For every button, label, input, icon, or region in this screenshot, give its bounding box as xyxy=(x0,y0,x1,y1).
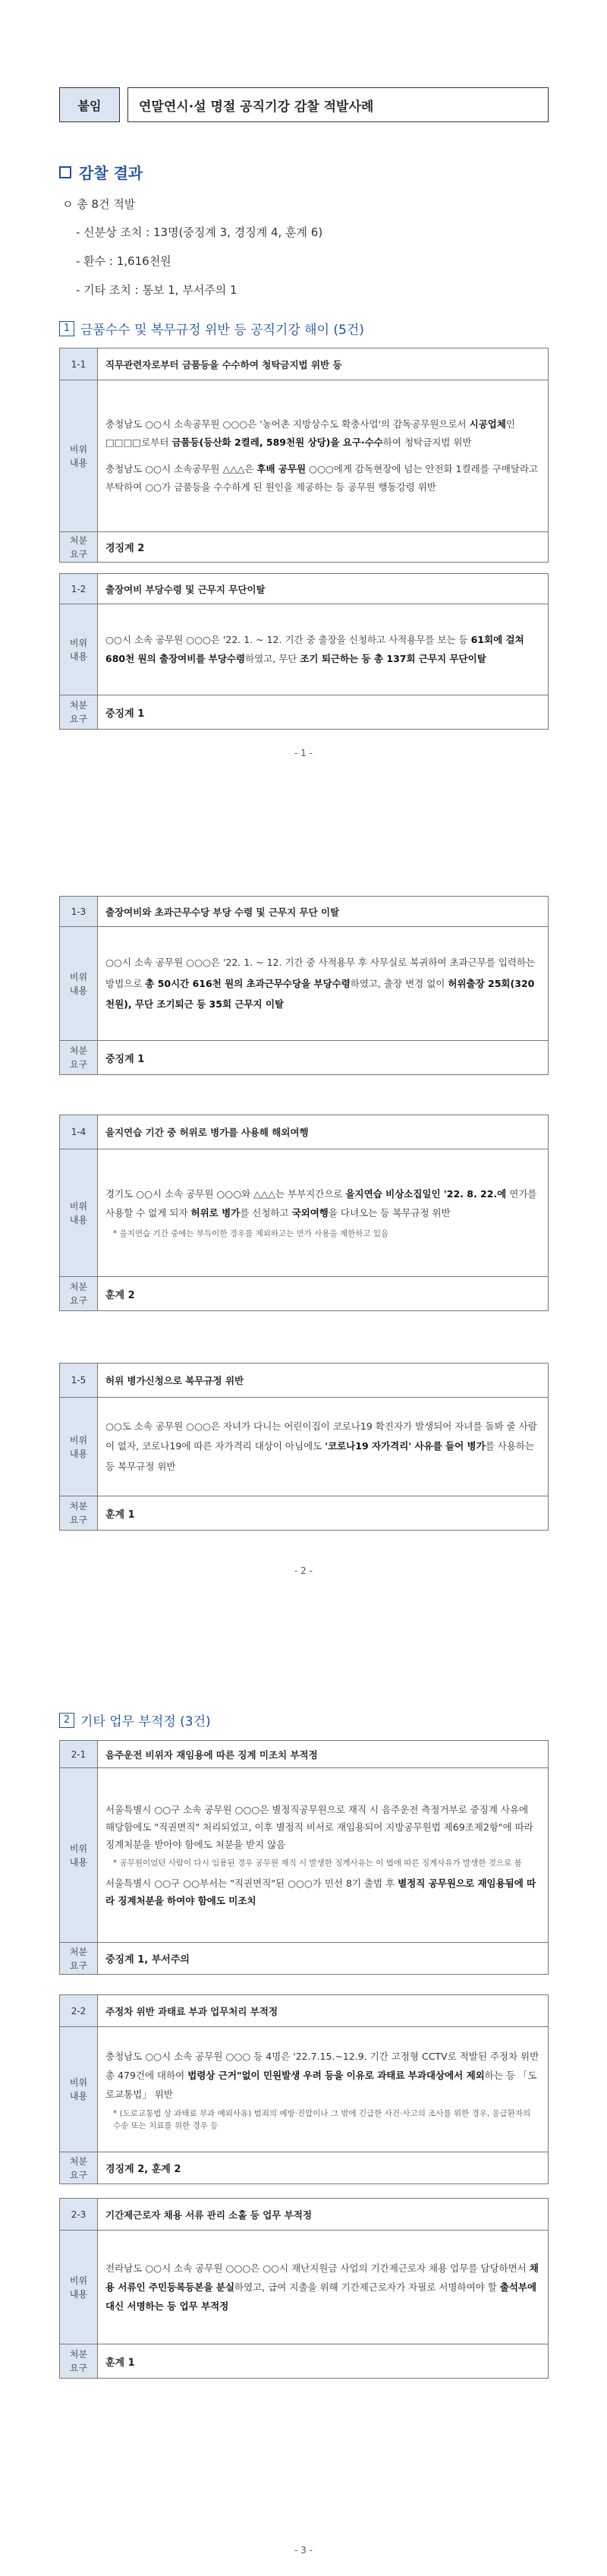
results-total: ㅇ 총 8건 적발 xyxy=(62,197,136,211)
disposition-label: 처분 요구 xyxy=(60,1041,98,1075)
case-table-2-2 xyxy=(59,1994,549,2184)
case-note: * 공무원이었던 사람이 다시 임용된 경우 공무원 재직 시 발생한 징계사유는 이 법에 따른 징계사유가 발생한 것으로 봄 xyxy=(113,1859,522,1868)
case-content xyxy=(98,927,549,1041)
case-title: 기간제근로자 채용 서류 관리 소홀 등 업무 부적정 xyxy=(98,2199,549,2231)
case-disposition: 중징계 1, 부서주의 xyxy=(98,1943,549,1975)
page-number: - 2 - xyxy=(294,1565,313,1576)
results-line-3: - 기타 조치 : 통보 1, 부서주의 1 xyxy=(76,283,237,297)
case-table-2-3 xyxy=(59,2198,549,2379)
case-content xyxy=(98,1768,549,1943)
case-table-2-1 xyxy=(59,1740,549,1975)
case-table-1-4 xyxy=(59,1115,549,1311)
case-title: 을지연습 기간 중 허위로 병가를 사용해 해외여행 xyxy=(98,1115,549,1149)
case-disposition: 경징계 2, 훈계 2 xyxy=(98,2152,549,2184)
content-label: 비위 내용 xyxy=(60,380,98,532)
case-paragraph: 서울특별시 ○○구 소속 공무원 ○○○은 별정직공무원으로 재직 시 음주운전 측정거부로 중징계 사유에 해당함에도 "직권면직" 처리되었고, 이후 별정직 비서로 재임용되어 지방공무원법 제69조제2항"에 따라 징계처분을 받아야 함에도 처분을 받지 않음 xyxy=(105,1803,533,1851)
case-content xyxy=(98,1149,549,1277)
disposition-label: 처분 요구 xyxy=(60,1496,98,1531)
content-label: 비위 내용 xyxy=(60,1149,98,1277)
case-id: 2-2 xyxy=(60,1995,98,2027)
case-id: 1-1 xyxy=(60,348,98,380)
content-label: 비위 내용 xyxy=(60,927,98,1041)
section-number-box: 1 xyxy=(59,321,74,336)
case-content xyxy=(98,604,549,695)
case-title: 직무관련자로부터 금품등을 수수하여 청탁금지법 위반 등 xyxy=(98,348,549,380)
section-title: 금품수수 및 복무규정 위반 등 공직기강 해이 (5건) xyxy=(80,323,364,338)
case-paragraph: 충청남도 ○○시 소속공무원 △△△은 후배 공무원 ○○○에게 감독현장에 넘는 안전화 1켤레를 구매달라고 부탁하여 ○○가 금품등을 수수하게 된 원인을 제공하는 등 공무원 행동강령 위반 xyxy=(105,462,539,493)
results-line-1: - 신분상 조치 : 13명(중징계 3, 경징계 4, 훈계 6) xyxy=(76,225,323,239)
case-disposition: 중징계 1 xyxy=(98,1041,549,1075)
case-disposition: 훈계 1 xyxy=(98,1496,549,1531)
disposition-label: 처분 요구 xyxy=(60,695,98,730)
case-content xyxy=(98,2027,549,2152)
content-label: 비위 내용 xyxy=(60,1398,98,1496)
case-id: 2-3 xyxy=(60,2199,98,2231)
disposition-label: 처분 요구 xyxy=(60,1943,98,1975)
case-title: 허위 병가신청으로 복무규정 위반 xyxy=(98,1364,549,1398)
case-disposition: 중징계 1 xyxy=(98,695,549,730)
case-paragraph: 충청남도 ○○시 소속 공무원 ○○○ 등 4명은 '22.7.15.~12.9. 기간 고정형 CCTV로 적발된 주정차 위반 총 479건에 대하여 법령상 근거"없이 민원발생 우려 등을 이유로 과태료 부과대상에서 제외하는 등 「도로교통법」 위반 xyxy=(105,2050,539,2100)
case-table-1-1 xyxy=(59,348,549,563)
content-label: 비위 내용 xyxy=(60,604,98,695)
case-disposition: 훈계 2 xyxy=(98,1277,549,1311)
case-note: * (도로교통법 상 과태료 부과 예외사유) 범죄의 예방·진압이나 그 밖에 긴급한 사건·사고의 조사를 위한 경우, 응급환자의 수송 또는 치료를 위한 경우 등 xyxy=(113,2108,531,2130)
case-title: 음주운전 비위자 재임용에 따른 징계 미조치 부적정 xyxy=(98,1741,549,1768)
case-disposition: 훈계 1 xyxy=(98,2344,549,2379)
case-table-1-5 xyxy=(59,1363,549,1531)
case-id: 2-1 xyxy=(60,1741,98,1768)
case-id: 1-4 xyxy=(60,1115,98,1149)
case-content xyxy=(98,380,549,532)
results-heading xyxy=(59,161,143,183)
case-title: 주정차 위반 과태료 부과 업무처리 부적정 xyxy=(98,1995,549,2027)
disposition-label: 처분 요구 xyxy=(60,1277,98,1311)
disposition-label: 처분 요구 xyxy=(60,532,98,563)
section-1-heading xyxy=(59,319,364,338)
case-table-1-2 xyxy=(59,573,549,730)
case-paragraph: 충청남도 ○○시 소속공무원 ○○○은 '농어촌 지방상수도 확충사업'의 감독공무원으로서 시공업체인 □□□□로부터 금품등(등산화 2켤레, 589천원 상당)을 요구·수수하여 청탁금지법 위반 xyxy=(105,418,515,449)
disposition-label: 처분 요구 xyxy=(60,2344,98,2379)
case-paragraph: ○○시 소속 공무원 ○○○은 '22. 1. ~ 12. 기간 중 출장을 신청하고 사적용무를 보는 등 61회에 걸쳐 680천 원의 출장여비를 부당수령하였고, 무단 조기 퇴근하는 등 총 137회 근무지 무단이탈 xyxy=(105,634,524,664)
case-paragraph: ○○도 소속 공무원 ○○○은 자녀가 다니는 어린이집이 코로나19 확진자가 발생되어 자녀를 돌봐 줄 사람이 없자, 코로나19에 따른 자가격리 대상이 아님에도 '코로나19 자가격리' 사유를 들어 병가를 사용하는 등 복무규정 위반 xyxy=(105,1420,537,1472)
case-title: 출장여비와 초과근무수당 부당 수령 및 근무지 무단 이탈 xyxy=(98,897,549,927)
section-2-heading xyxy=(59,1711,211,1729)
content-label: 비위 내용 xyxy=(60,2027,98,2152)
case-paragraph: 서울특별시 ○○구 ○○부서는 "직권면직"된 ○○○가 민선 8기 출범 후 별정직 공무원으로 재임용됨에 따라 징계처분을 하여야 함에도 미조치 xyxy=(105,1877,536,1907)
case-paragraph: 경기도 ○○시 소속 공무원 ○○○와 △△△는 부부지간으로 을지연습 비상소집일인 '22. 8. 22.에 연가를 사용할 수 없게 되자 허위로 병가를 신청하고 국외여행을 다녀오는 등 복무규정 위반 xyxy=(105,1188,537,1219)
document-title: 연말연시·설 명절 공직기강 감찰 적발사례 xyxy=(127,87,549,122)
disposition-label: 처분 요구 xyxy=(60,2152,98,2184)
attachment-tag: 붙임 xyxy=(59,87,120,122)
case-table-1-3 xyxy=(59,896,549,1075)
square-bullet-icon xyxy=(59,166,71,178)
case-disposition: 경징계 2 xyxy=(98,532,549,563)
case-note: * 을지연습 기간 중에는 부득이한 경우를 제외하고는 연가 사용을 제한하고 있음 xyxy=(113,1229,389,1238)
content-label: 비위 내용 xyxy=(60,2231,98,2344)
results-heading-text: 감찰 결과 xyxy=(79,164,143,182)
case-paragraph: ○○시 소속 공무원 ○○○은 '22. 1. ~ 12. 기간 중 사적용무 후 사무실로 복귀하여 초과근무를 입력하는 방법으로 총 50시간 616천 원의 초과근무수당을 부당수령하였고, 출장 변경 없이 허위출장 25회(320천원), 무단 조기퇴근 등 35회 근무지 이탈 xyxy=(105,957,536,1011)
case-content xyxy=(98,2231,549,2344)
document-title-row xyxy=(59,87,549,122)
section-title: 기타 업무 부적정 (3건) xyxy=(80,1714,211,1729)
case-id: 1-5 xyxy=(60,1364,98,1398)
case-id: 1-2 xyxy=(60,574,98,604)
content-label: 비위 내용 xyxy=(60,1768,98,1943)
page-number: - 1 - xyxy=(294,748,313,758)
case-id: 1-3 xyxy=(60,897,98,927)
section-number-box: 2 xyxy=(59,1713,74,1728)
case-content xyxy=(98,1398,549,1496)
results-line-2: - 환수 : 1,616천원 xyxy=(76,254,171,268)
case-paragraph: 전라남도 ○○시 소속 공무원 ○○○은 ○○시 재난지원금 사업의 기간제근로자 채용 업무를 담당하면서 채용 서류인 주민등록등본을 분실하였고, 급여 지출을 위해 기간제근로자가 자필로 서명하여야 할 출석부에 대신 서명하는 등 업무 부적정 xyxy=(105,2262,539,2312)
case-title: 출장여비 부당수령 및 근무지 무단이탈 xyxy=(98,574,549,604)
page-number: - 3 - xyxy=(294,2545,313,2556)
